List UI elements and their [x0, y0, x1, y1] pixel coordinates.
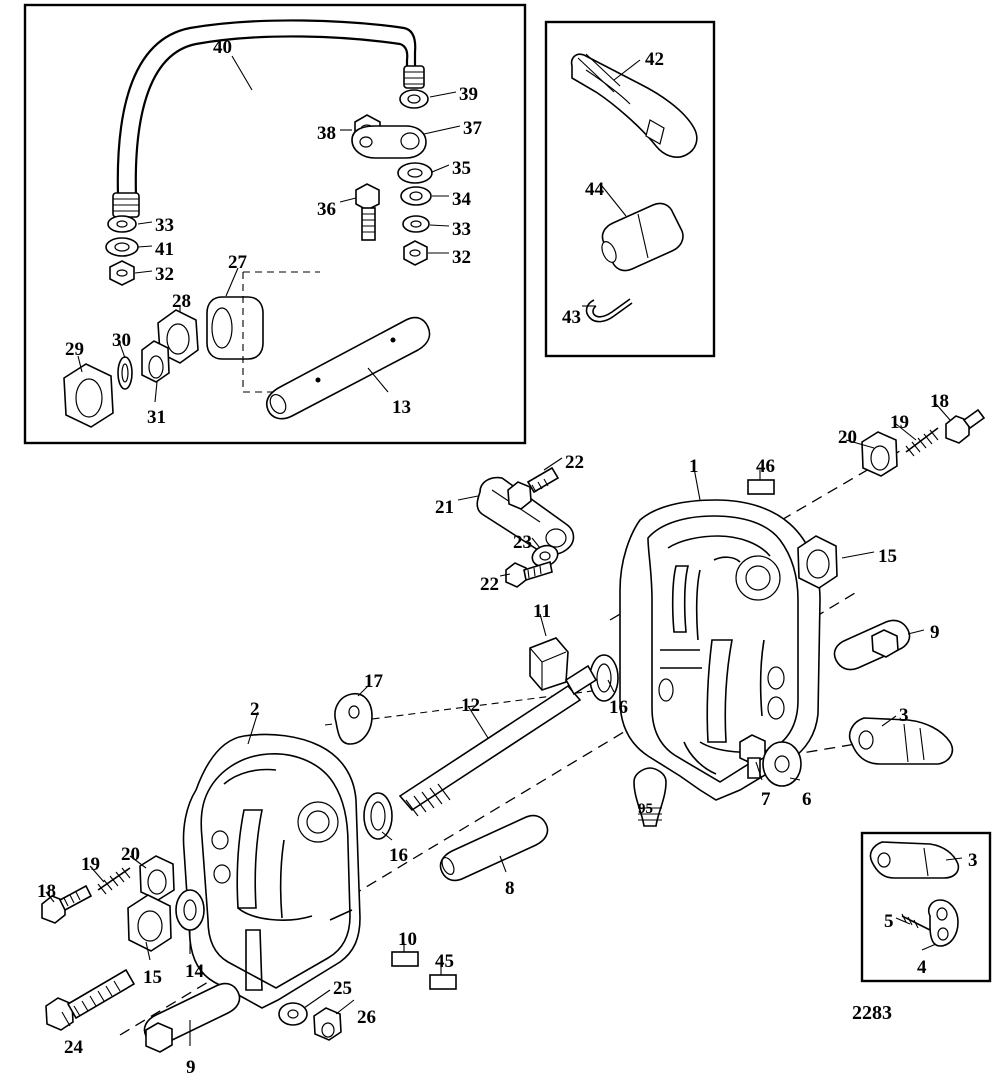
part-24-bolt — [46, 970, 134, 1030]
part-36-bolt — [356, 184, 379, 240]
callout-46: 46 — [756, 456, 775, 477]
part-2-clamp-bracket-left — [184, 734, 361, 1008]
callout-20-right: 20 — [838, 427, 857, 448]
callout-3-right: 3 — [899, 705, 909, 726]
callout-31: 31 — [147, 407, 166, 428]
callout-5: 5 — [884, 911, 894, 932]
part-37-link-arm — [352, 126, 426, 158]
part-31-bushing — [142, 341, 169, 382]
callout-4: 4 — [917, 957, 927, 978]
watermark-number: 95 — [638, 801, 653, 817]
callout-11: 11 — [533, 601, 551, 622]
part-32a-nut — [404, 241, 427, 265]
part-17-clip — [335, 694, 372, 744]
callout-33-left: 33 — [155, 215, 174, 236]
callout-19-right: 19 — [890, 412, 909, 433]
inset-part-3-handle — [870, 842, 958, 878]
callout-41: 41 — [155, 239, 174, 260]
part-39-nut — [400, 90, 428, 108]
callout-9-right: 9 — [930, 622, 940, 643]
callout-36: 36 — [317, 199, 336, 220]
part-9a-bolt — [834, 620, 909, 669]
callout-39: 39 — [459, 84, 478, 105]
callout-20-left: 20 — [121, 844, 140, 865]
callout-43: 43 — [562, 307, 581, 328]
part-19a-spring — [906, 428, 938, 456]
part-33a-washer — [403, 216, 429, 232]
part-46-plate — [748, 480, 774, 494]
part-22b-bolt — [506, 562, 552, 587]
callout-2: 2 — [250, 699, 260, 720]
callout-22-bottom: 22 — [480, 574, 499, 595]
callout-17: 17 — [364, 671, 383, 692]
callout-33-right: 33 — [452, 219, 471, 240]
callout-19-left: 19 — [81, 854, 100, 875]
callout-13: 13 — [392, 397, 411, 418]
callout-38: 38 — [317, 123, 336, 144]
part-10-plate — [392, 952, 418, 966]
callout-40: 40 — [213, 37, 232, 58]
part-34-washer — [401, 187, 431, 205]
part-43-cotter-pin — [587, 299, 632, 322]
callout-26: 26 — [357, 1007, 376, 1028]
callout-16-upper: 16 — [609, 697, 628, 718]
callout-18-right: 18 — [930, 391, 949, 412]
part-14-washer — [176, 890, 204, 930]
callout-30: 30 — [112, 330, 131, 351]
callout-3-inset: 3 — [968, 850, 978, 871]
callout-37: 37 — [463, 118, 482, 139]
callout-44: 44 — [585, 179, 604, 200]
callout-34: 34 — [452, 189, 471, 210]
part-29-nut — [64, 364, 113, 427]
part-45-plate — [430, 975, 456, 989]
part-30-washer — [118, 357, 132, 389]
callout-32-left: 32 — [155, 264, 174, 285]
part-32b-nut — [110, 261, 134, 285]
callout-6: 6 — [802, 789, 812, 810]
callout-28: 28 — [172, 291, 191, 312]
part-25-washer — [279, 1003, 307, 1025]
callout-22-top: 22 — [565, 452, 584, 473]
part-16b-washer — [364, 793, 392, 839]
callout-27: 27 — [228, 252, 247, 273]
callout-42: 42 — [645, 49, 664, 70]
callout-10: 10 — [398, 929, 417, 950]
callout-21: 21 — [435, 497, 454, 518]
callout-24: 24 — [64, 1037, 83, 1058]
part-12-through-bolt — [400, 666, 596, 816]
part-35-washer — [398, 163, 432, 183]
callout-32-right: 32 — [452, 247, 471, 268]
callout-7: 7 — [761, 789, 771, 810]
part-41-bushing — [106, 238, 138, 256]
callout-12: 12 — [461, 695, 480, 716]
callout-16-lower: 16 — [389, 845, 408, 866]
callout-14: 14 — [185, 961, 204, 982]
part-15b-nut — [128, 895, 171, 951]
inset-part-4-lever — [929, 900, 958, 946]
callout-29: 29 — [65, 339, 84, 360]
part-20a-bushing — [862, 432, 897, 476]
callout-15-left: 15 — [143, 967, 162, 988]
callout-23: 23 — [513, 532, 532, 553]
part-27-sleeve — [207, 297, 263, 359]
callout-8: 8 — [505, 878, 515, 899]
part-8-rod — [440, 816, 548, 881]
figure-number: 2283 — [852, 1002, 892, 1024]
part-9b-bolt — [144, 984, 239, 1052]
callout-25: 25 — [333, 978, 352, 999]
callout-9-left: 9 — [186, 1057, 196, 1078]
part-11-block — [530, 638, 568, 690]
part-42-tool — [572, 54, 697, 157]
callout-18-left: 18 — [37, 881, 56, 902]
callout-15-right: 15 — [878, 546, 897, 567]
part-18a-bolt — [946, 410, 984, 443]
callout-35: 35 — [452, 158, 471, 179]
part-33b-washer — [108, 216, 136, 232]
part-40-steering-link — [113, 20, 424, 220]
callout-45: 45 — [435, 951, 454, 972]
part-15a-nut — [798, 536, 837, 588]
callout-1: 1 — [689, 456, 699, 477]
part-20b-bushing — [140, 856, 174, 900]
part-44-pin — [599, 203, 683, 270]
